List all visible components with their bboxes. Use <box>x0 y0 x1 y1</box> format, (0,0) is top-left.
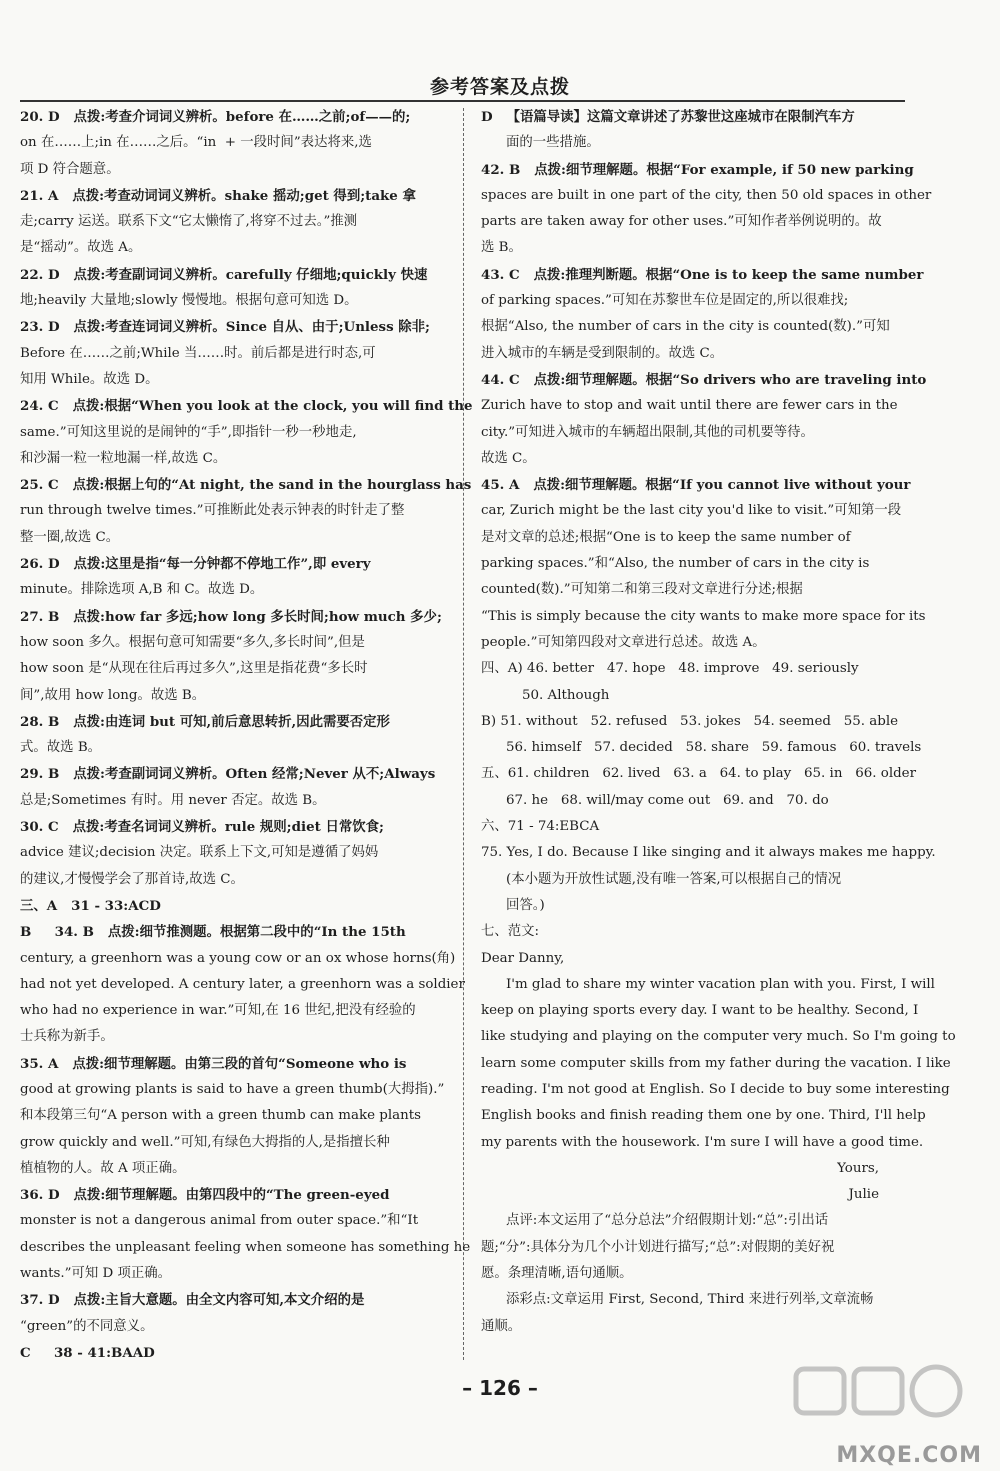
text-line: 50. Although <box>522 687 610 703</box>
answer-21: 21. A 点拨:考查动词词义辨析。shake 摇动;get 得到;take 拿 <box>20 187 416 204</box>
letter-line: keep on playing sports every day. I want to be healthy. Second, I <box>481 1003 919 1019</box>
section-6: 六、71 - 74:EBCA <box>481 819 600 835</box>
section-5: 五、61. children 62. lived 63. a 64. to play 65. in 66. older <box>481 766 917 782</box>
text-line: car, Zurich might be the last city you'd like to visit.”可知第一段 <box>481 503 902 519</box>
answer-36: 36. D 点拨:细节理解题。由第四段中的“The green-eyed <box>20 1187 390 1204</box>
watermark-logo <box>792 1363 968 1443</box>
text-line: people.”可知第四段对文章进行总述。故选 A。 <box>481 634 766 650</box>
answer-22: 22. D 点拨:考查副词词义辨析。carefully 仔细地;quickly 快速 <box>20 266 428 283</box>
text-line: 项 D 符合题意。 <box>20 161 120 177</box>
text-line: parking spaces.”和“Also, the number of cars in the city is <box>481 556 870 572</box>
text-line: 面的一些措施。 <box>506 135 600 151</box>
text-line: 总是;Sometimes 有时。用 never 否定。故选 B。 <box>20 792 326 808</box>
section-7: 七、范文: <box>481 924 540 940</box>
column-divider <box>463 108 464 1360</box>
text-line: run through twelve times.”可推断此处表示钟表的时针走了整 <box>20 503 405 519</box>
comment-line: 愿。条理清晰,语句通顺。 <box>481 1266 633 1282</box>
text-line: 知用 While。故选 D。 <box>20 371 159 387</box>
text-line: 是对文章的总述;根据“One is to keep the same number of <box>481 529 851 545</box>
answer-37: 37. D 点拨:主旨大意题。由全文内容可知,本文介绍的是 <box>20 1292 365 1309</box>
answer-43: 43. C 点拨:推理判断题。根据“One is to keep the same number <box>481 266 924 283</box>
section-3-a: 三、A 31 - 33:ACD <box>20 897 161 914</box>
letter-line: reading. I'm not good at English. So I decide to buy some interesting <box>481 1081 950 1097</box>
section-4-b: B) 51. without 52. refused 53. jokes 54. seemed 55. able <box>481 713 899 729</box>
text-line: “This is simply because the city wants to make more space for its <box>481 608 926 624</box>
text-line: 间”,故用 how long。故选 B。 <box>20 687 206 703</box>
watermark-shape <box>912 1367 960 1415</box>
text-line: had not yet developed. A century later, a greenhorn was a soldier <box>20 976 465 992</box>
text-line: 走;carry 运送。联系下文“它太懒惰了,将穿不过去。”推测 <box>20 214 358 230</box>
text-line: 选 B。 <box>481 240 522 256</box>
answer-30: 30. C 点拨:考查名词词义辨析。rule 规则;diet 日常饮食; <box>20 819 384 836</box>
answer-44: 44. C 点拨:细节理解题。根据“So drivers who are traveling into <box>481 371 927 388</box>
text-line: 式。故选 B。 <box>20 740 102 756</box>
watermark-domain: MXQE.COM <box>836 1443 982 1468</box>
answer-24: 24. C 点拨:根据“When you look at the clock, you will find the <box>20 398 473 415</box>
answer-26: 26. D 点拨:这里是指“每一分钟都不停地工作”,即 every <box>20 556 371 573</box>
comment-line: 题;“分”:具体分为几个小计划进行描写;“总”:对假期的美好祝 <box>481 1239 835 1255</box>
text-line: spaces are built in one part of the city, then 50 old spaces in other <box>481 187 932 203</box>
answer-42: 42. B 点拨:细节理解题。根据“For example, if 50 new parking <box>481 161 914 178</box>
answer-28: 28. B 点拨:由连词 but 可知,前后意思转折,因此需要否定形 <box>20 713 390 730</box>
text-line: minute。排除选项 A,B 和 C。故选 D。 <box>20 582 264 598</box>
watermark-shape <box>854 1369 902 1413</box>
text-line: grow quickly and well.”可知,有绿色大拇指的人,是指擅长种 <box>20 1134 390 1150</box>
right-column <box>481 104 956 1340</box>
text-line: 回答。) <box>506 897 545 913</box>
answer-34: B 34. B 点拨:细节推测题。根据第二段中的“In the 15th <box>20 924 406 941</box>
text-line: city.”可知进入城市的车辆超出限制,其他的司机要等待。 <box>481 424 814 440</box>
text-line: 是“摇动”。故选 A。 <box>20 240 142 256</box>
text-line: Before 在……之前;While 当……时。前后都是进行时态,可 <box>20 345 376 361</box>
text-line: same.”可知这里说的是闹钟的“手”,即指针一秒一秒地走, <box>20 424 357 440</box>
comment-line: 点评:本文运用了“总分总法”介绍假期计划:“总”:引出话 <box>506 1213 829 1229</box>
page-header: 参考答案及点拨 <box>429 76 570 98</box>
text-line: monster is not a dangerous animal from outer space.”和“It <box>20 1213 419 1229</box>
letter-line: I'm glad to share my winter vacation plan with you. First, I will <box>506 976 935 992</box>
text-line: 和本段第三句“A person with a green thumb can make plants <box>20 1108 421 1124</box>
text-line: 地;heavily 大量地;slowly 慢慢地。根据句意可知选 D。 <box>20 293 358 309</box>
text-line: of parking spaces.”可知在苏黎世车位是固定的,所以很难找; <box>481 293 849 309</box>
text-line: who had no experience in war.”可知,在 16 世纪,把没有经验的 <box>20 1003 416 1019</box>
text-line: century, a greenhorn was a young cow or an ox whose horns(角) <box>20 950 456 966</box>
answer-25: 25. C 点拨:根据上句的“At night, the sand in the hourglass has <box>20 477 472 494</box>
answer-38-41: C 38 - 41:BAAD <box>20 1344 155 1361</box>
letter-line: my parents with the housework. I'm sure I will have a good time. <box>481 1134 924 1150</box>
passage-d-guide: D 【语篇导读】这篇文章讲述了苏黎世这座城市在限制汽车方 <box>481 109 855 125</box>
text-line: counted(数).”可知第二和第三段对文章进行分述;根据 <box>481 582 803 598</box>
answer-45: 45. A 点拨:细节理解题。根据“If you cannot live without your <box>481 477 911 494</box>
text-line: describes the unpleasant feeling when someone has something he <box>20 1239 471 1255</box>
text-line: advice 建议;decision 决定。联系上下文,可知是遵循了妈妈 <box>20 845 379 861</box>
answer-23: 23. D 点拨:考查连词词义辨析。Since 自从、由于;Unless 除非; <box>20 319 431 336</box>
text-line: good at growing plants is said to have a green thumb(大拇指).” <box>20 1081 445 1097</box>
text-line: 和沙漏一粒一粒地漏一样,故选 C。 <box>20 450 227 466</box>
left-column <box>20 104 473 1366</box>
highlight-line: 通顺。 <box>481 1318 522 1334</box>
letter-signature: Julie <box>848 1187 879 1203</box>
text-line: parts are taken away for other uses.”可知作者举例说明的。故 <box>481 214 882 230</box>
letter-salutation: Dear Danny, <box>481 950 565 966</box>
text-line: 植植物的人。故 A 项正确。 <box>20 1160 186 1176</box>
letter-closing: Yours, <box>837 1160 879 1176</box>
answer-35: 35. A 点拨:细节理解题。由第三段的首句“Someone who is <box>20 1055 407 1072</box>
text-line: wants.”可知 D 项正确。 <box>20 1266 172 1282</box>
text-line: 的建议,才慢慢学会了那首诗,故选 C。 <box>20 871 244 887</box>
text-line: 67. he 68. will/may come out 69. and 70. do <box>506 792 829 808</box>
text-line: on 在……上;in 在……之后。“in + 一段时间”表达将来,选 <box>20 135 372 151</box>
letter-line: like studying and playing on the computer very much. So I'm going to <box>481 1029 956 1045</box>
text-line: 士兵称为新手。 <box>20 1029 114 1045</box>
text-line: 根据“Also, the number of cars in the city is counted(数).”可知 <box>481 319 890 335</box>
answer-20: 20. D 点拨:考查介词词义辨析。before 在……之前;of——的; <box>20 109 411 125</box>
watermark-shape <box>796 1369 844 1413</box>
text-line: “green”的不同意义。 <box>20 1318 154 1334</box>
letter-line: English books and finish reading them one by one. Third, I'll help <box>481 1108 926 1124</box>
section-4-a: 四、A) 46. better 47. hope 48. improve 49. seriously <box>481 661 859 677</box>
text-line: how soon 是“从现在往后再过多久”,这里是指花费“多长时 <box>20 661 368 677</box>
text-line: how soon 多久。根据句意可知需要“多久,多长时间”,但是 <box>20 634 365 650</box>
answer-27: 27. B 点拨:how far 多远;how long 多长时间;how much 多少; <box>20 608 442 625</box>
text-line: 56. himself 57. decided 58. share 59. famous 60. travels <box>506 740 922 756</box>
text-line: (本小题为开放性试题,没有唯一答案,可以根据自己的情况 <box>506 871 842 887</box>
text-line: 整一圈,故选 C。 <box>20 529 120 545</box>
text-line: 故选 C。 <box>481 450 536 466</box>
text-line: 进入城市的车辆是受到限制的。故选 C。 <box>481 345 724 361</box>
page-number: – 126 – <box>462 1376 538 1400</box>
answer-29: 29. B 点拨:考查副词词义辨析。Often 经常;Never 从不;Always <box>20 766 436 783</box>
highlight-line: 添彩点:文章运用 First, Second, Third 来进行列举,文章流畅 <box>506 1292 874 1308</box>
answer-75: 75. Yes, I do. Because I like singing and it always makes me happy. <box>481 845 936 861</box>
text-line: Zurich have to stop and wait until there are fewer cars in the <box>481 398 898 414</box>
letter-line: learn some computer skills from my father during the vacation. I like <box>481 1055 951 1071</box>
header-rule <box>20 100 905 102</box>
